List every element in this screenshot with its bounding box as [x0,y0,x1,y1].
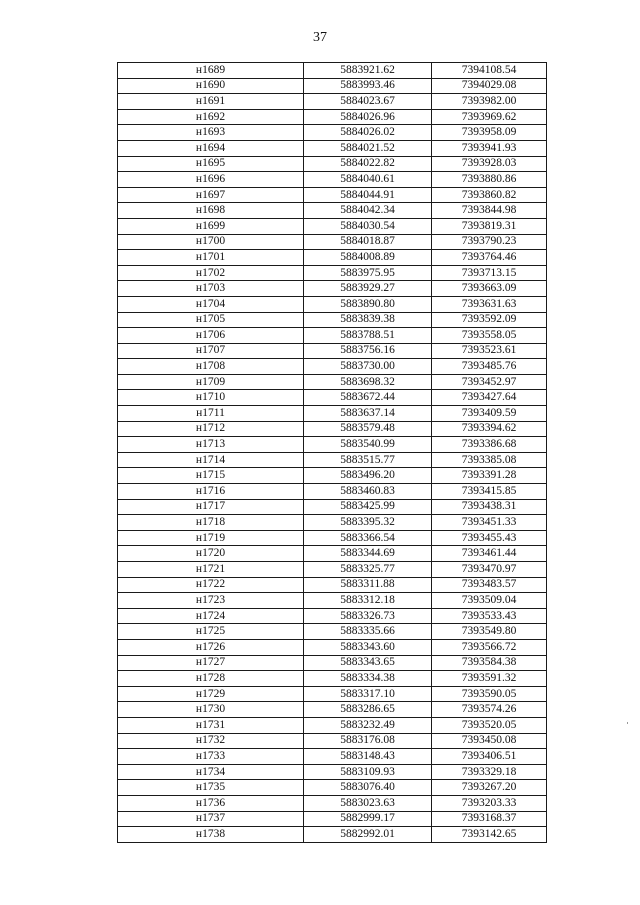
point-name-cell: н1729 [118,686,304,702]
y-coordinate-cell: 7394029.08 [432,78,547,94]
scan-artifact [627,722,628,724]
table-row [118,562,547,578]
table-row [118,515,547,531]
x-coordinate-cell: 5883540.99 [304,437,432,453]
x-coordinate-cell: 5883366.54 [304,530,432,546]
x-coordinate-cell: 5884021.52 [304,140,432,156]
point-name-cell: н1720 [118,546,304,562]
table-row [118,530,547,546]
table-row [118,421,547,437]
table-row [118,468,547,484]
x-coordinate-cell: 5882992.01 [304,827,432,843]
point-name-cell: н1719 [118,530,304,546]
x-coordinate-cell: 5883343.60 [304,639,432,655]
coordinates-table [117,62,547,843]
x-coordinate-cell: 5883460.83 [304,484,432,500]
x-coordinate-cell: 5883890.80 [304,296,432,312]
x-coordinate-cell: 5883425.99 [304,499,432,515]
table-row [118,608,547,624]
point-name-cell: н1723 [118,593,304,609]
x-coordinate-cell: 5883788.51 [304,328,432,344]
point-name-cell: н1717 [118,499,304,515]
point-name-cell: н1737 [118,811,304,827]
table-row [118,499,547,515]
x-coordinate-cell: 5883343.65 [304,655,432,671]
y-coordinate-cell: 7393142.65 [432,827,547,843]
point-name-cell: н1703 [118,281,304,297]
y-coordinate-cell: 7393329.18 [432,764,547,780]
x-coordinate-cell: 5883176.08 [304,733,432,749]
table-row [118,406,547,422]
point-name-cell: н1699 [118,218,304,234]
y-coordinate-cell: 7393790.23 [432,234,547,250]
y-coordinate-cell: 7393406.51 [432,749,547,765]
point-name-cell: н1693 [118,125,304,141]
point-name-cell: н1732 [118,733,304,749]
y-coordinate-cell: 7393860.82 [432,187,547,203]
x-coordinate-cell: 5884008.89 [304,250,432,266]
point-name-cell: н1692 [118,109,304,125]
x-coordinate-cell: 5884040.61 [304,172,432,188]
point-name-cell: н1724 [118,608,304,624]
x-coordinate-cell: 5883312.18 [304,593,432,609]
x-coordinate-cell: 5883317.10 [304,686,432,702]
y-coordinate-cell: 7393203.33 [432,795,547,811]
coordinates-table-body [118,63,547,843]
point-name-cell: н1734 [118,764,304,780]
x-coordinate-cell: 5884026.02 [304,125,432,141]
y-coordinate-cell: 7393631.63 [432,296,547,312]
y-coordinate-cell: 7393958.09 [432,125,547,141]
table-row [118,312,547,328]
point-name-cell: н1691 [118,94,304,110]
y-coordinate-cell: 7393409.59 [432,406,547,422]
point-name-cell: н1722 [118,577,304,593]
y-coordinate-cell: 7393590.05 [432,686,547,702]
x-coordinate-cell: 5882999.17 [304,811,432,827]
point-name-cell: н1696 [118,172,304,188]
y-coordinate-cell: 7393386.68 [432,437,547,453]
table-row [118,484,547,500]
y-coordinate-cell: 7393591.32 [432,671,547,687]
point-name-cell: н1711 [118,406,304,422]
x-coordinate-cell: 5883496.20 [304,468,432,484]
table-row [118,593,547,609]
point-name-cell: н1707 [118,343,304,359]
table-row [118,374,547,390]
y-coordinate-cell: 7393385.08 [432,452,547,468]
point-name-cell: н1712 [118,421,304,437]
y-coordinate-cell: 7393450.08 [432,733,547,749]
table-row [118,717,547,733]
point-name-cell: н1704 [118,296,304,312]
y-coordinate-cell: 7393819.31 [432,218,547,234]
y-coordinate-cell: 7393427.64 [432,390,547,406]
x-coordinate-cell: 5883579.48 [304,421,432,437]
table-row [118,780,547,796]
point-name-cell: н1697 [118,187,304,203]
point-name-cell: н1689 [118,63,304,79]
x-coordinate-cell: 5883335.66 [304,624,432,640]
table-row [118,702,547,718]
table-row [118,686,547,702]
table-row [118,296,547,312]
point-name-cell: н1690 [118,78,304,94]
table-row [118,577,547,593]
y-coordinate-cell: 7393168.37 [432,811,547,827]
table-row [118,749,547,765]
table-row [118,140,547,156]
table-row [118,795,547,811]
x-coordinate-cell: 5883023.63 [304,795,432,811]
point-name-cell: н1715 [118,468,304,484]
y-coordinate-cell: 7393509.04 [432,593,547,609]
y-coordinate-cell: 7393584.38 [432,655,547,671]
point-name-cell: н1731 [118,717,304,733]
point-name-cell: н1695 [118,156,304,172]
x-coordinate-cell: 5883839.38 [304,312,432,328]
y-coordinate-cell: 7393451.33 [432,515,547,531]
point-name-cell: н1700 [118,234,304,250]
y-coordinate-cell: 7393969.62 [432,109,547,125]
x-coordinate-cell: 5883730.00 [304,359,432,375]
x-coordinate-cell: 5883148.43 [304,749,432,765]
x-coordinate-cell: 5884042.34 [304,203,432,219]
table-row [118,172,547,188]
table-row [118,343,547,359]
y-coordinate-cell: 7393844.98 [432,203,547,219]
y-coordinate-cell: 7393941.93 [432,140,547,156]
y-coordinate-cell: 7393764.46 [432,250,547,266]
y-coordinate-cell: 7393928.03 [432,156,547,172]
table-row [118,437,547,453]
x-coordinate-cell: 5883637.14 [304,406,432,422]
table-row [118,671,547,687]
table-row [118,156,547,172]
x-coordinate-cell: 5883515.77 [304,452,432,468]
x-coordinate-cell: 5883975.95 [304,265,432,281]
y-coordinate-cell: 7393483.57 [432,577,547,593]
x-coordinate-cell: 5883672.44 [304,390,432,406]
point-name-cell: н1706 [118,328,304,344]
x-coordinate-cell: 5883311.88 [304,577,432,593]
point-name-cell: н1725 [118,624,304,640]
x-coordinate-cell: 5883698.32 [304,374,432,390]
point-name-cell: н1718 [118,515,304,531]
x-coordinate-cell: 5883286.65 [304,702,432,718]
x-coordinate-cell: 5883326.73 [304,608,432,624]
table-row [118,546,547,562]
y-coordinate-cell: 7393982.00 [432,94,547,110]
point-name-cell: н1738 [118,827,304,843]
point-name-cell: н1708 [118,359,304,375]
point-name-cell: н1701 [118,250,304,266]
y-coordinate-cell: 7393566.72 [432,639,547,655]
x-coordinate-cell: 5883344.69 [304,546,432,562]
table-row [118,328,547,344]
point-name-cell: н1726 [118,639,304,655]
table-row [118,109,547,125]
y-coordinate-cell: 7394108.54 [432,63,547,79]
x-coordinate-cell: 5883334.38 [304,671,432,687]
table-row [118,265,547,281]
y-coordinate-cell: 7393452.97 [432,374,547,390]
table-row [118,811,547,827]
y-coordinate-cell: 7393558.05 [432,328,547,344]
table-row [118,281,547,297]
y-coordinate-cell: 7393574.26 [432,702,547,718]
point-name-cell: н1714 [118,452,304,468]
table-row [118,655,547,671]
x-coordinate-cell: 5883921.62 [304,63,432,79]
x-coordinate-cell: 5884023.67 [304,94,432,110]
table-row [118,218,547,234]
x-coordinate-cell: 5883756.16 [304,343,432,359]
x-coordinate-cell: 5884030.54 [304,218,432,234]
table-row [118,827,547,843]
y-coordinate-cell: 7393267.20 [432,780,547,796]
point-name-cell: н1735 [118,780,304,796]
point-name-cell: н1721 [118,562,304,578]
y-coordinate-cell: 7393470.97 [432,562,547,578]
x-coordinate-cell: 5883232.49 [304,717,432,733]
point-name-cell: н1733 [118,749,304,765]
y-coordinate-cell: 7393592.09 [432,312,547,328]
x-coordinate-cell: 5883993.46 [304,78,432,94]
x-coordinate-cell: 5883076.40 [304,780,432,796]
point-name-cell: н1727 [118,655,304,671]
table-row [118,733,547,749]
table-row [118,764,547,780]
table-row [118,125,547,141]
y-coordinate-cell: 7393485.76 [432,359,547,375]
point-name-cell: н1730 [118,702,304,718]
y-coordinate-cell: 7393880.86 [432,172,547,188]
point-name-cell: н1694 [118,140,304,156]
point-name-cell: н1702 [118,265,304,281]
y-coordinate-cell: 7393663.09 [432,281,547,297]
y-coordinate-cell: 7393520.05 [432,717,547,733]
table-row [118,187,547,203]
table-row [118,639,547,655]
x-coordinate-cell: 5883109.93 [304,764,432,780]
x-coordinate-cell: 5884026.96 [304,109,432,125]
y-coordinate-cell: 7393438.31 [432,499,547,515]
table-row [118,250,547,266]
table-row [118,624,547,640]
x-coordinate-cell: 5883395.32 [304,515,432,531]
y-coordinate-cell: 7393391.28 [432,468,547,484]
point-name-cell: н1713 [118,437,304,453]
x-coordinate-cell: 5884022.82 [304,156,432,172]
x-coordinate-cell: 5884044.91 [304,187,432,203]
y-coordinate-cell: 7393713.15 [432,265,547,281]
point-name-cell: н1710 [118,390,304,406]
y-coordinate-cell: 7393549.80 [432,624,547,640]
table-row [118,359,547,375]
table-row [118,94,547,110]
y-coordinate-cell: 7393461.44 [432,546,547,562]
y-coordinate-cell: 7393415.85 [432,484,547,500]
page-number: 37 [313,30,327,45]
table-row [118,203,547,219]
table-row [118,78,547,94]
point-name-cell: н1716 [118,484,304,500]
point-name-cell: н1736 [118,795,304,811]
point-name-cell: н1709 [118,374,304,390]
point-name-cell: н1728 [118,671,304,687]
y-coordinate-cell: 7393455.43 [432,530,547,546]
point-name-cell: н1705 [118,312,304,328]
x-coordinate-cell: 5883325.77 [304,562,432,578]
table-row [118,390,547,406]
y-coordinate-cell: 7393394.62 [432,421,547,437]
table-row [118,452,547,468]
y-coordinate-cell: 7393533.43 [432,608,547,624]
x-coordinate-cell: 5883929.27 [304,281,432,297]
x-coordinate-cell: 5884018.87 [304,234,432,250]
point-name-cell: н1698 [118,203,304,219]
table-row [118,63,547,79]
table-row [118,234,547,250]
y-coordinate-cell: 7393523.61 [432,343,547,359]
